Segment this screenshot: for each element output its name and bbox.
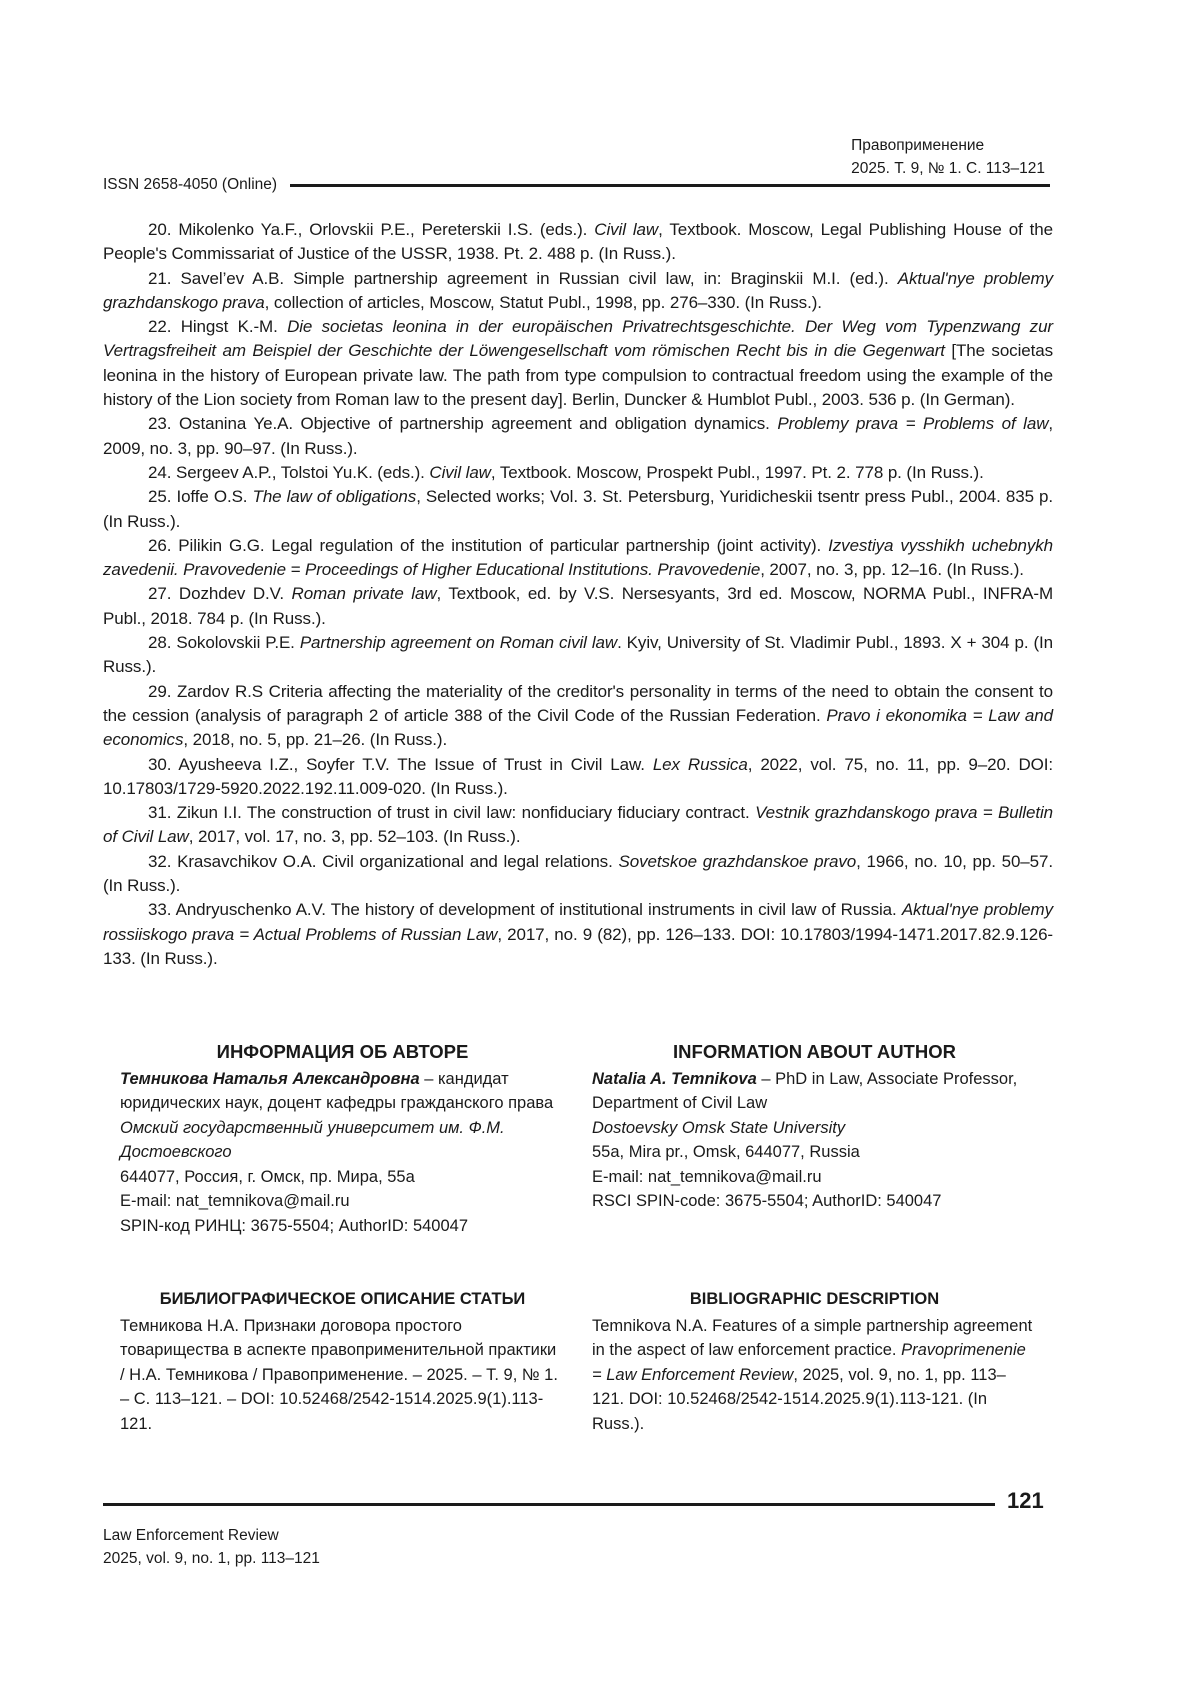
reference-list <box>103 218 1053 971</box>
running-footer-journal <box>103 1524 320 1570</box>
reference-item: 30. Ayusheeva I.Z., Soyfer T.V. The Issue of Trust in Civil Law. Lex Russica, 2022, vol. 75, no. 11, pp. 9–20. DOI: 10.17803/1729-5920.2022.192.11.009-020. (In Russ.). <box>103 753 1053 802</box>
reference-item: 32. Krasavchikov O.A. Civil organizational and legal relations. Sovetskoe grazhdanskoe pravo, 1966, no. 10, pp. 50–57. (In Russ.). <box>103 850 1053 899</box>
author-info-ru <box>120 1040 565 1238</box>
bibliographic-description-ru <box>120 1287 565 1436</box>
bib-en-text: Temnikova N.A. Features of a simple partnership agreement in the aspect of law enforcement practice. Pravoprimenenie = Law Enforcement Review, 2025, vol. 9, no. 1, pp. 113–121. DOI: 10.52468/2542-1514.2025.9(1).113-121. (In Russ.). <box>592 1314 1037 1437</box>
journal-issue-ru: 2025. Т. 9, № 1. С. 113–121 <box>851 157 1045 180</box>
journal-issue-en: 2025, vol. 9, no. 1, pp. 113–121 <box>103 1547 320 1570</box>
author-name-role-ru <box>120 1067 565 1116</box>
author-email-ru: E-mail: nat_temnikova@mail.ru <box>120 1189 565 1214</box>
journal-title-ru: Правоприменение <box>851 134 1045 157</box>
journal-title-en: Law Enforcement Review <box>103 1524 320 1547</box>
author-info-en <box>592 1040 1037 1214</box>
running-header-journal <box>851 134 1045 180</box>
reference-item: 25. Ioffe O.S. The law of obligations, Selected works; Vol. 3. St. Petersburg, Yuridicheskii tsentr press Publ., 2004. 835 p. (In Russ.). <box>103 485 1053 534</box>
author-role-en: – PhD in Law, Associate Professor, Department of Civil Law <box>592 1070 1017 1113</box>
author-email-en: E-mail: nat_temnikova@mail.ru <box>592 1165 1037 1190</box>
author-name-en: Natalia A. Temnikova <box>592 1070 757 1088</box>
author-name-role-en <box>592 1067 1037 1116</box>
reference-item: 28. Sokolovskii P.E. Partnership agreement on Roman civil law. Kyiv, University of St. Vladimir Publ., 1893. X + 304 p. (In Russ.). <box>103 631 1053 680</box>
author-info-ru-title: ИНФОРМАЦИЯ ОБ АВТОРЕ <box>120 1040 565 1065</box>
author-address-en: 55a, Mira pr., Omsk, 644077, Russia <box>592 1140 1037 1165</box>
reference-item: 29. Zardov R.S Criteria affecting the materiality of the creditor's personality in terms of the need to obtain the consent to the cession (analysis of paragraph 2 of article 388 of the Civil Code of the Russian Federation. Pravo i ekonomika = Law and economics, 2018, no. 5, pp. 21–26. (In Russ.). <box>103 680 1053 753</box>
author-ids-ru: SPIN-код РИНЦ: 3675-5504; AuthorID: 540047 <box>120 1214 565 1239</box>
author-org-ru: Омский государственный университет им. Ф.М. Достоевского <box>120 1116 565 1165</box>
author-name-ru: Темникова Наталья Александровна <box>120 1070 420 1088</box>
author-org-en: Dostoevsky Omsk State University <box>592 1116 1037 1141</box>
bib-ru-title: БИБЛИОГРАФИЧЕСКОЕ ОПИСАНИЕ СТАТЬИ <box>120 1287 565 1312</box>
reference-item: 20. Mikolenko Ya.F., Orlovskii P.E., Pereterskii I.S. (eds.). Civil law, Textbook. Moscow, Legal Publishing House of the People's Commissariat of Justice of the USSR, 1938. Pt. 2. 488 p. (In Russ.). <box>103 218 1053 267</box>
reference-item: 22. Hingst K.-M. Die societas leonina in der europäischen Privatrechtsgeschichte. Der Weg vom Typenzwang zur Vertragsfreiheit am Beispiel der Geschichte der Löwengesellschaft vom römischen Recht bis in die Gegenwart [The societas leonina in the history of European private law. The path from type compulsion to contractual freedom using the example of the history of the Lion society from Roman law to the present day]. Berlin, Duncker & Humblot Publ., 2003. 536 p. (In German). <box>103 315 1053 412</box>
issn: ISSN 2658-4050 (Online) <box>103 176 277 194</box>
bib-en-title: BIBLIOGRAPHIC DESCRIPTION <box>592 1287 1037 1312</box>
footer-rule <box>103 1503 995 1506</box>
header-rule <box>290 184 1050 187</box>
reference-item: 21. Savel’ev A.B. Simple partnership agreement in Russian civil law, in: Braginskii M.I. (ed.). Aktual'nye problemy grazhdanskogo prava, collection of articles, Moscow, Statut Publ., 1998, pp. 276–330. (In Russ.). <box>103 267 1053 316</box>
reference-item: 33. Andryuschenko A.V. The history of development of institutional instruments in civil law of Russia. Aktual'nye problemy rossiiskogo prava = Actual Problems of Russian Law, 2017, no. 9 (82), pp. 126–133. DOI: 10.17803/1994-1471.2017.82.9.126-133. (In Russ.). <box>103 898 1053 971</box>
author-info-en-title: INFORMATION ABOUT AUTHOR <box>592 1040 1037 1065</box>
reference-item: 27. Dozhdev D.V. Roman private law, Textbook, ed. by V.S. Nersesyants, 3rd ed. Moscow, NORMA Publ., INFRA-M Publ., 2018. 784 p. (In Russ.). <box>103 582 1053 631</box>
author-address-ru: 644077, Россия, г. Омск, пр. Мира, 55а <box>120 1165 565 1190</box>
bibliographic-description-en <box>592 1287 1037 1436</box>
author-ids-en: RSCI SPIN-code: 3675-5504; AuthorID: 540047 <box>592 1189 1037 1214</box>
reference-item: 24. Sergeev A.P., Tolstoi Yu.K. (eds.). Civil law, Textbook. Moscow, Prospekt Publ., 1997. Pt. 2. 778 p. (In Russ.). <box>103 461 1053 485</box>
reference-item: 26. Pilikin G.G. Legal regulation of the institution of particular partnership (joint activity). Izvestiya vysshikh uchebnykh zavedenii. Pravovedenie = Proceedings of Higher Educational Institutions. Pravovedenie, 2007, no. 3, pp. 12–16. (In Russ.). <box>103 534 1053 583</box>
page-number: 121 <box>1007 1488 1044 1514</box>
reference-item: 23. Ostanina Ye.A. Objective of partnership agreement and obligation dynamics. Problemy prava = Problems of law, 2009, no. 3, pp. 90–97. (In Russ.). <box>103 412 1053 461</box>
author-role-ru: – кандидат юридических наук, доцент кафедры гражданского права <box>120 1070 553 1113</box>
reference-item: 31. Zikun I.I. The construction of trust in civil law: nonfiduciary fiduciary contract. Vestnik grazhdanskogo prava = Bulletin of Civil Law, 2017, vol. 17, no. 3, pp. 52–103. (In Russ.). <box>103 801 1053 850</box>
bib-ru-text: Темникова Н.А. Признаки договора простого товарищества в аспекте правоприменительной практики / Н.А. Темникова / Правоприменение. – 2025. – Т. 9, № 1. – С. 113–121. – DOI: 10.52468/2542-1514.2025.9(1).113-121. <box>120 1314 565 1437</box>
